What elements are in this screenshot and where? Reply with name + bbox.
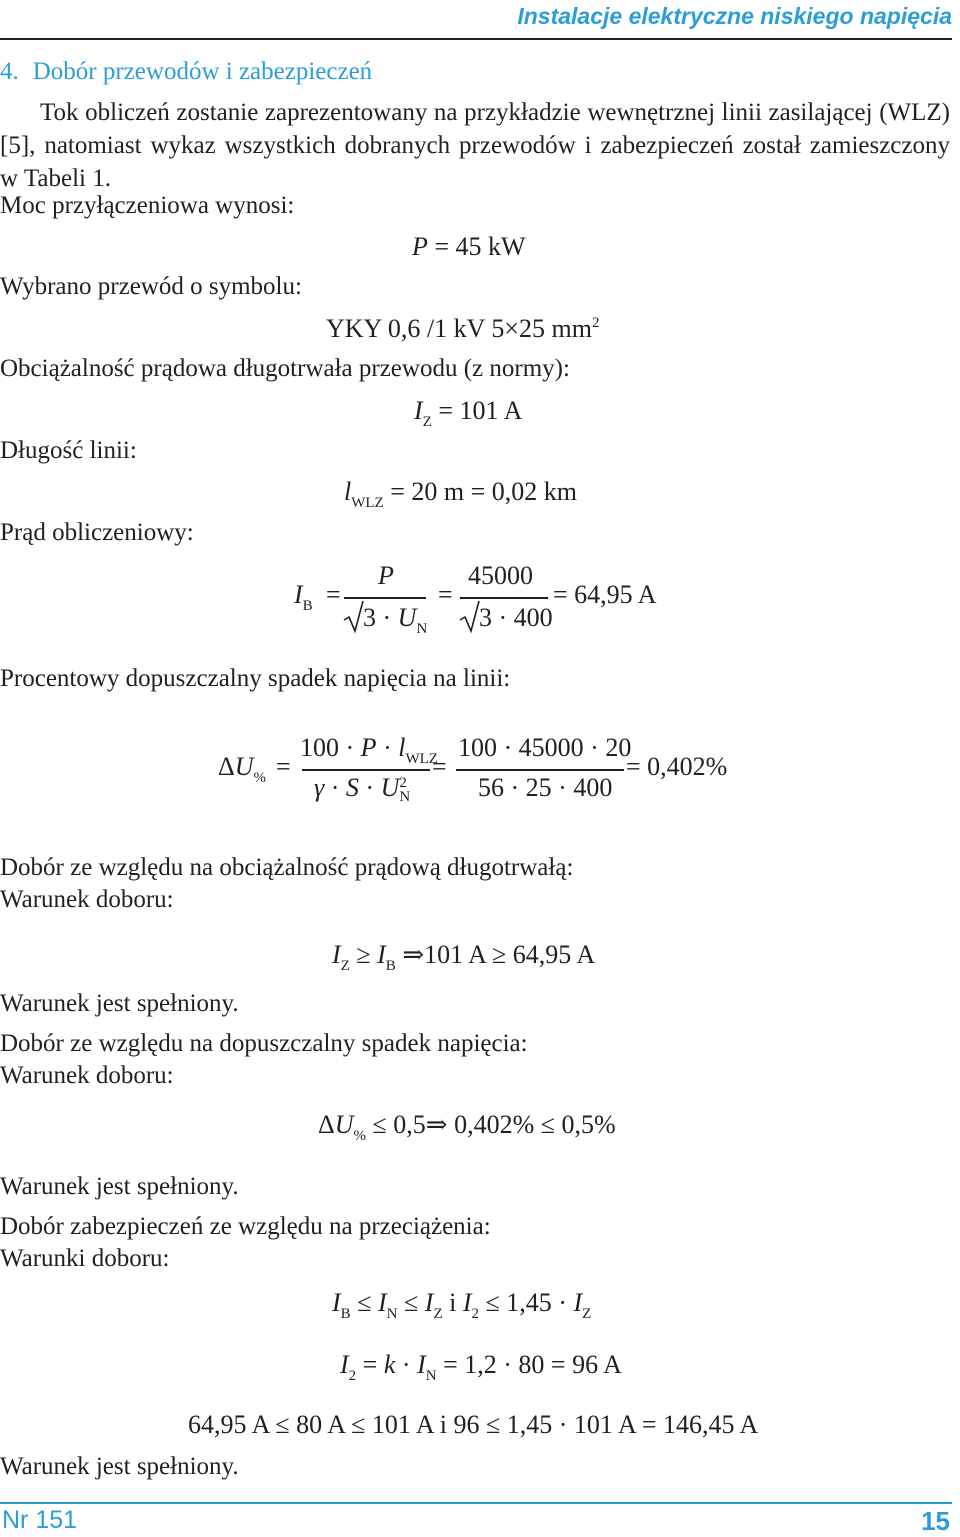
fraction-line — [302, 769, 430, 771]
eq-condition5: 64,95 A ≤ 80 A ≤ 101 A i 96 ≤ 1,45 · 101 A = 146,45 A — [188, 1410, 759, 1439]
symbol-i: I — [332, 940, 341, 969]
label-spelniony2: Warunek jest spełniony. — [0, 1173, 239, 1200]
delta-symbol: Δ — [318, 1110, 335, 1139]
eq-iz — [414, 396, 523, 430]
label-spelniony3: Warunek jest spełniony. — [0, 1453, 239, 1480]
eq-condition3-rest: ≤ 1,45 · — [479, 1288, 574, 1317]
eq-condition2 — [318, 1110, 616, 1144]
eq-power — [412, 232, 526, 262]
sub-n: N — [386, 1306, 398, 1322]
symbol-u: U — [334, 1110, 354, 1139]
ge-sign: ≥ — [349, 940, 378, 969]
symbol-p: P — [360, 733, 377, 762]
fraction-line — [460, 597, 548, 599]
sub-wlz: WLZ — [351, 495, 384, 511]
den1-const: 3 · — [363, 603, 392, 632]
symbol-ib: I — [294, 580, 303, 609]
eq-ib-lhs — [294, 580, 313, 614]
eq-condition4-rest: = 1,2 · 80 = 96 A — [436, 1350, 622, 1379]
label-spadek: Procentowy dopuszczalny spadek napięcia na linii: — [0, 665, 511, 692]
eq-condition1 — [332, 940, 596, 974]
eq-du-eq2: = — [432, 752, 447, 781]
sqrt-icon — [343, 600, 365, 634]
eq-condition1-rest: ⇒101 A ≥ 64,95 A — [395, 940, 596, 969]
sup-2: 2 — [399, 775, 407, 792]
eq-condition2-rest: ≤ 0,5⇒ 0,402% ≤ 0,5% — [366, 1110, 616, 1139]
section-heading — [0, 58, 372, 86]
cable-symbol: YKY 0,6 /1 kV 5×25 mm — [326, 314, 593, 343]
eq-ib-den2: 3 · 400 — [479, 603, 553, 632]
delta-symbol: Δ — [218, 752, 235, 781]
le-sign: ≤ — [350, 1288, 378, 1317]
eq-cable — [326, 314, 600, 344]
label-warunek1: Warunek doboru: — [0, 886, 174, 913]
label-dobor3: Dobór zabezpieczeń ze względu na przeciążenia: — [0, 1213, 491, 1240]
eq-du-lhs — [218, 752, 267, 786]
sub-percent: % — [253, 770, 267, 786]
section-number: 4. — [0, 58, 19, 85]
eq-condition3 — [332, 1288, 592, 1322]
sub-b: B — [302, 598, 313, 614]
label-warunek2: Warunek doboru: — [0, 1062, 174, 1089]
symbol-gamma: γ — [314, 773, 325, 802]
symbol-i: I — [377, 1288, 387, 1317]
eq-du-den1 — [314, 773, 410, 804]
sub-n: N — [425, 1368, 437, 1384]
num1-const: 100 · — [300, 733, 355, 762]
label-obciazalnosc: Obciążalność prądowa długotrwała przewodu (z normy): — [0, 355, 570, 382]
symbol-u: U — [234, 752, 254, 781]
symbol-i: I — [573, 1288, 583, 1317]
sub-z: Z — [582, 1306, 592, 1322]
header-rule — [0, 38, 952, 40]
sup-sub-stack — [399, 776, 410, 804]
sub-b: B — [340, 1306, 351, 1322]
label-dobor1: Dobór ze względu na obciążalność prądową długotrwałą: — [0, 854, 574, 881]
intro-paragraph — [0, 96, 950, 195]
symbol-i: I — [332, 1288, 341, 1317]
fraction-line — [344, 597, 426, 599]
dot: · — [376, 733, 392, 762]
footer-rule — [0, 1502, 952, 1504]
page-number: 15 — [921, 1506, 950, 1536]
eq-du-eq1: = — [276, 752, 291, 781]
symbol-i: I — [340, 1350, 349, 1379]
label-prad: Prąd obliczeniowy: — [0, 519, 194, 546]
eq-ib-result: = 64,95 A — [553, 580, 657, 609]
label-spelniony1: Warunek jest spełniony. — [0, 990, 239, 1017]
dot: · — [324, 773, 340, 802]
label-dobor2: Dobór ze względu na dopuszczalny spadek napięcia: — [0, 1030, 528, 1057]
sub-n: N — [399, 789, 411, 806]
sub-2: 2 — [471, 1306, 480, 1322]
eq-du-result: = 0,402% — [626, 752, 728, 781]
sub-n: N — [416, 621, 428, 637]
symbol-k: k — [383, 1350, 396, 1379]
issue-number: Nr 151 — [2, 1506, 78, 1534]
sub-2: 2 — [348, 1368, 357, 1384]
conjunction-i: i — [442, 1288, 463, 1317]
label-dlugosc: Długość linii: — [0, 437, 137, 464]
symbol-u: U — [397, 603, 417, 632]
eq-ib-den1 — [363, 603, 428, 637]
sub-z: Z — [422, 414, 432, 430]
eq-ib-eq2: = — [438, 580, 453, 609]
dot: · — [358, 773, 375, 802]
fraction-line — [456, 769, 624, 771]
eq-ib-num2: 45000 — [468, 561, 533, 590]
eq-iz-value: = 101 A — [431, 396, 523, 425]
dot: · — [395, 1350, 418, 1379]
eq-length-value: = 20 m = 0,02 km — [383, 477, 577, 506]
label-warunki3: Warunki doboru: — [0, 1245, 170, 1272]
le-sign: ≤ — [397, 1288, 425, 1317]
symbol-u: U — [380, 773, 400, 802]
eq-ib-eq1: = — [326, 580, 341, 609]
symbol-i: I — [377, 940, 386, 969]
symbol-l: l — [398, 733, 406, 762]
eq-ib-num1: P — [378, 561, 394, 590]
sub-wlz: WLZ — [405, 751, 438, 767]
eq-sign: = — [356, 1350, 384, 1379]
label-przewod: Wybrano przewód o symbolu: — [0, 273, 302, 300]
symbol-p: P — [412, 232, 428, 261]
eq-du-num2: 100 · 45000 · 20 — [458, 733, 632, 762]
eq-condition4 — [340, 1350, 622, 1384]
sqrt-icon — [459, 600, 481, 634]
symbol-l: l — [344, 477, 352, 506]
sub-z: Z — [433, 1306, 443, 1322]
sub-z: Z — [340, 958, 350, 974]
section-title: Dobór przewodów i zabezpieczeń — [32, 58, 373, 85]
symbol-i: I — [414, 396, 423, 425]
symbol-s: S — [345, 773, 359, 802]
eq-du-den2: 56 · 25 · 400 — [478, 773, 613, 802]
symbol-i: I — [424, 1288, 434, 1317]
eq-power-value: = 45 kW — [427, 232, 526, 261]
label-moc: Moc przyłączeniowa wynosi: — [0, 192, 295, 219]
cable-sup: 2 — [592, 315, 600, 331]
eq-length — [344, 477, 577, 511]
eq-du-num1 — [300, 733, 438, 767]
sub-percent: % — [353, 1128, 367, 1144]
intro-text: Tok obliczeń zostanie zaprezentowany na przykładzie wewnętrznej linii zasilającej (WLZ) [5], natomiast wykaz wszystkich dobranych przewodów i zabezpieczeń został zamieszczony w Tabeli 1. — [0, 99, 950, 192]
symbol-i: I — [417, 1350, 426, 1379]
sub-b: B — [385, 958, 396, 974]
symbol-i: I — [462, 1288, 472, 1317]
running-header: Instalacje elektryczne niskiego napięcia — [517, 3, 952, 29]
